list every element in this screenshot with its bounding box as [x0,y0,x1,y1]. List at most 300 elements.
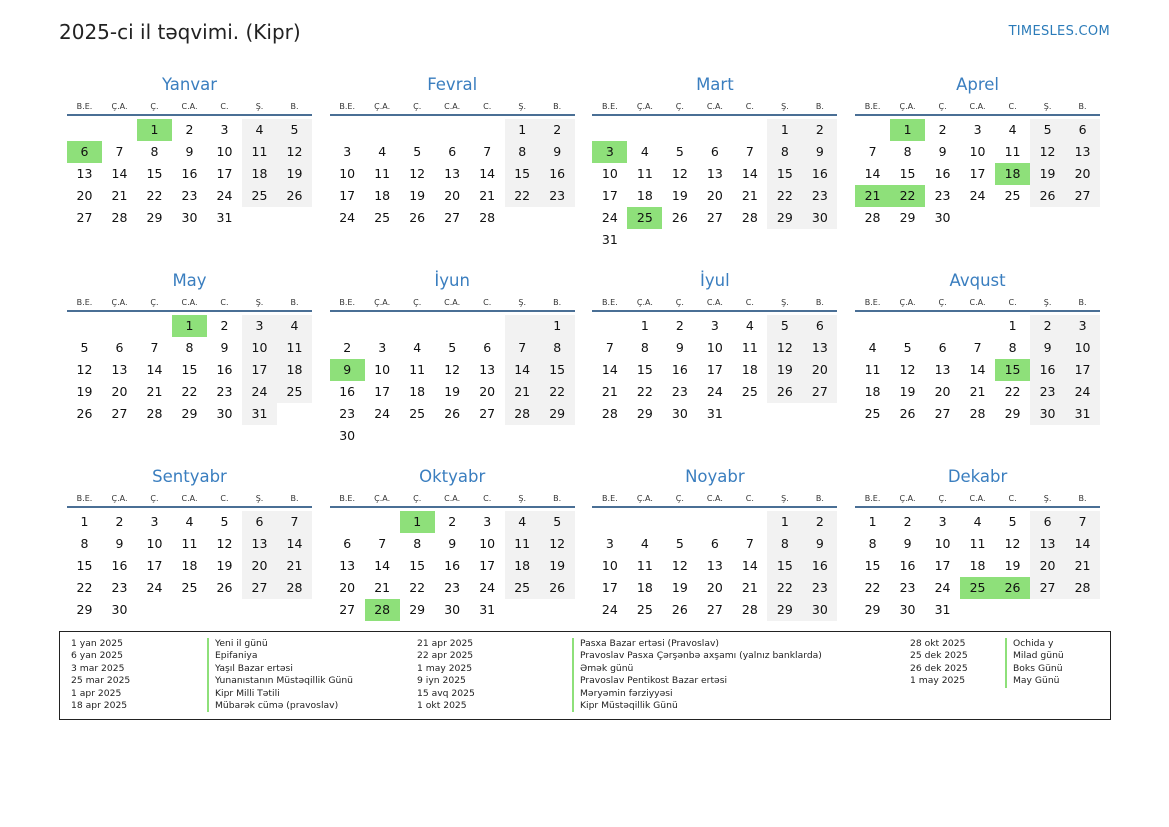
day-cell: 4 [745,318,754,333]
empty-day-cell [277,599,312,621]
day-cell: 15 [505,163,540,185]
day-cell: 13 [706,558,723,573]
day-cell: 22 [505,185,540,207]
day-cell: 16 [671,362,688,377]
day-cell: 26 [767,381,802,403]
day-cell: 8 [1008,340,1017,355]
day-cell: 14 [864,166,881,181]
day-cell: 26 [540,577,575,599]
weekday-label: Ç. [413,102,422,111]
holiday-day-cell: 21 [855,185,890,207]
empty-day-cell [697,511,732,533]
day-cell: 31 [479,602,496,617]
legend-holiday-name: Epifaniya [207,650,417,662]
legend-holiday-name: Pravoslav Pasxa Çərşənbə axşamı (yalnız banklarda) [572,650,910,662]
empty-day-cell [732,403,767,425]
day-cell: 19 [409,188,426,203]
empty-day-cell [435,315,470,337]
day-cell: 10 [216,144,233,159]
day-cell: 30 [444,602,461,617]
day-cell: 22 [409,580,426,595]
weekday-label: B. [1078,298,1087,307]
day-cell: 30 [934,210,951,225]
weekday-label: Ş. [255,494,264,503]
day-cell: 25 [242,185,277,207]
weekday-label: B. [553,298,562,307]
weekday-label: Ç.A. [636,298,653,307]
day-cell: 29 [864,602,881,617]
empty-day-cell [365,315,400,337]
month-0 [67,74,312,264]
weekday-label: Ç.A. [636,102,653,111]
day-cell: 29 [636,406,653,421]
weekday-label: B. [815,298,824,307]
day-cell: 14 [277,533,312,555]
day-cell: 9 [903,536,912,551]
day-cell: 1 [1008,318,1017,333]
weekday-label: C.A. [706,298,723,307]
day-cell: 10 [1065,337,1100,359]
day-cell: 13 [934,362,951,377]
weekday-header-row [67,96,312,116]
day-cell: 14 [505,359,540,381]
day-cell: 27 [706,602,723,617]
day-cell: 23 [671,384,688,399]
month-name: Aprel [956,75,1000,94]
day-cell: 5 [220,514,229,529]
day-cell: 23 [444,580,461,595]
weekday-label: Ç. [150,298,159,307]
day-cell: 13 [111,362,128,377]
day-cell: 7 [277,511,312,533]
day-cell: 6 [242,511,277,533]
legend-dates-column [71,638,207,719]
day-cell: 18 [242,163,277,185]
day-cell: 9 [115,536,124,551]
days-grid [592,508,837,621]
day-cell: 27 [1030,577,1065,599]
empty-day-cell [102,119,137,141]
day-cell: 18 [636,580,653,595]
day-cell: 15 [409,558,426,573]
holiday-legend [59,631,1111,720]
legend-holiday-date: 6 yan 2025 [71,650,123,662]
day-cell: 17 [339,188,356,203]
days-grid [855,116,1100,229]
month-name: Mart [696,75,734,94]
day-cell: 7 [115,144,124,159]
empty-day-cell [627,229,662,251]
legend-holiday-date: 21 apr 2025 [417,638,474,649]
legend-holiday-date: 1 may 2025 [910,675,966,687]
day-cell: 17 [374,384,391,399]
weekday-label: C.A. [969,298,986,307]
day-cell: 3 [973,122,982,137]
weekday-label: B.E. [76,298,93,307]
legend-holiday-name: Kipr Milli Tətili [207,688,417,700]
day-cell: 11 [741,340,758,355]
day-cell: 31 [601,232,618,247]
day-cell: 7 [868,144,877,159]
day-cell: 16 [444,558,461,573]
legend-holiday-date: 1 okt 2025 [417,699,467,711]
day-cell: 29 [1004,406,1021,421]
day-cell: 24 [969,188,986,203]
day-cell: 12 [444,362,461,377]
weekday-label: B.E. [602,494,618,503]
day-cell: 20 [1030,555,1065,577]
day-cell: 26 [899,406,916,421]
weekday-label: Ş. [1043,102,1052,111]
empty-day-cell [365,119,400,141]
day-cell: 14 [741,166,758,181]
day-cell: 3 [150,514,159,529]
day-cell: 8 [185,340,194,355]
day-cell: 20 [111,384,128,399]
empty-day-cell [330,315,365,337]
day-cell: 15 [899,166,916,181]
day-cell: 26 [277,185,312,207]
day-cell: 30 [181,210,198,225]
empty-day-cell [925,315,960,337]
legend-holiday-name: Ochida y [1005,638,1115,650]
day-cell: 2 [1030,315,1065,337]
day-cell: 27 [934,406,951,421]
weekday-label: B. [290,298,299,307]
empty-day-cell [1030,207,1065,229]
day-cell: 29 [76,602,93,617]
empty-day-cell [540,425,575,447]
legend-holiday-name: Əmək günü [572,663,910,675]
day-cell: 2 [802,119,837,141]
day-cell: 12 [1030,141,1065,163]
day-cell: 19 [899,384,916,399]
day-cell: 9 [448,536,457,551]
legend-holiday-date: 15 avq 2025 [417,687,475,699]
day-cell: 6 [938,340,947,355]
weekday-label: C. [745,102,754,111]
days-grid [330,116,575,229]
day-cell: 14 [969,362,986,377]
empty-day-cell [1030,599,1065,621]
weekday-label: B. [553,494,562,503]
day-cell: 12 [216,536,233,551]
empty-day-cell [592,119,627,141]
month-name: Noyabr [685,467,745,486]
day-cell: 23 [934,188,951,203]
weekday-label: Ş. [781,102,789,111]
day-cell: 4 [973,514,982,529]
empty-day-cell [435,425,470,447]
day-cell: 21 [146,384,163,399]
day-cell: 15 [181,362,198,377]
day-cell: 12 [277,141,312,163]
day-cell: 22 [146,188,163,203]
day-cell: 30 [1030,403,1065,425]
day-cell: 30 [802,207,837,229]
day-cell: 7 [973,340,982,355]
legend-holiday-date: 25 mar 2025 [71,675,131,687]
weekday-label: B. [815,102,824,111]
day-cell: 6 [710,144,719,159]
month-11 [855,466,1100,646]
day-cell: 21 [741,580,758,595]
day-cell: 7 [605,340,614,355]
weekday-label: B.E. [602,102,618,111]
day-cell: 7 [483,144,492,159]
day-cell: 21 [374,580,391,595]
weekday-label: Ç. [150,102,159,111]
weekday-label: Ç.A. [111,494,128,503]
day-cell: 14 [111,166,128,181]
empty-day-cell [470,425,505,447]
day-cell: 5 [1030,119,1065,141]
day-cell: 19 [216,558,233,573]
day-cell: 28 [864,210,881,225]
holiday-day-cell: 9 [330,359,365,381]
day-cell: 8 [150,144,159,159]
day-cell: 28 [741,210,758,225]
day-cell: 10 [969,144,986,159]
day-cell: 17 [479,558,496,573]
empty-day-cell [592,315,627,337]
day-cell: 2 [938,122,947,137]
day-cell: 6 [710,536,719,551]
day-cell: 10 [601,558,618,573]
day-cell: 8 [505,141,540,163]
day-cell: 9 [802,141,837,163]
day-cell: 24 [339,210,356,225]
empty-day-cell [505,599,540,621]
day-cell: 13 [1030,533,1065,555]
day-cell: 12 [1004,536,1021,551]
day-cell: 24 [601,210,618,225]
day-cell: 25 [374,210,391,225]
empty-day-cell [277,403,312,425]
month-name: Avqust [949,271,1006,290]
day-cell: 15 [767,555,802,577]
day-cell: 29 [767,207,802,229]
holiday-day-cell: 1 [400,511,435,533]
weekday-label: C.A. [181,494,198,503]
day-cell: 19 [76,384,93,399]
empty-day-cell [855,119,890,141]
weekday-label: Ç.A. [374,102,391,111]
day-cell: 30 [802,599,837,621]
day-cell: 3 [938,514,947,529]
weekday-label: Ş. [255,298,264,307]
empty-day-cell [732,229,767,251]
day-cell: 4 [378,144,387,159]
holiday-day-cell: 25 [960,577,995,599]
day-cell: 9 [220,340,229,355]
day-cell: 27 [479,406,496,421]
day-cell: 2 [185,122,194,137]
month-name: İyul [700,271,730,290]
holiday-day-cell: 15 [995,359,1030,381]
day-cell: 23 [216,384,233,399]
day-cell: 3 [1065,315,1100,337]
day-cell: 26 [409,210,426,225]
month-name: May [172,271,207,290]
weekday-label: C. [483,494,492,503]
legend-holiday-date: 25 dek 2025 [910,650,968,662]
weekday-label: C.A. [969,102,986,111]
weekday-label: Ç.A. [899,298,916,307]
day-cell: 13 [706,166,723,181]
day-cell: 8 [80,536,89,551]
weekday-label: Ç.A. [374,298,391,307]
day-cell: 5 [675,536,684,551]
day-cell: 25 [741,384,758,399]
legend-holiday-date: 3 mar 2025 [71,662,125,674]
day-cell: 21 [601,384,618,399]
day-cell: 26 [444,406,461,421]
legend-holiday-date: 1 may 2025 [417,662,473,674]
day-cell: 18 [969,558,986,573]
day-cell: 29 [767,599,802,621]
weekday-label: C. [483,102,492,111]
weekday-header-row [67,292,312,312]
empty-day-cell [995,207,1030,229]
day-cell: 5 [675,144,684,159]
day-cell: 19 [671,188,688,203]
day-cell: 11 [181,536,198,551]
weekday-header-row [855,96,1100,116]
day-cell: 18 [505,555,540,577]
weekday-label: C.A. [181,298,198,307]
empty-day-cell [802,229,837,251]
day-cell: 1 [640,318,649,333]
day-cell: 17 [934,558,951,573]
day-cell: 1 [868,514,877,529]
day-cell: 10 [934,536,951,551]
weekday-label: Ş. [1043,298,1052,307]
day-cell: 23 [1030,381,1065,403]
empty-day-cell [365,425,400,447]
day-cell: 16 [111,558,128,573]
day-cell: 11 [242,141,277,163]
day-cell: 20 [339,580,356,595]
day-cell: 18 [277,359,312,381]
day-cell: 26 [216,580,233,595]
holiday-day-cell: 28 [365,599,400,621]
day-cell: 4 [640,144,649,159]
day-cell: 23 [802,577,837,599]
days-grid [855,508,1100,621]
empty-day-cell [400,315,435,337]
weekday-label: Ç. [938,494,947,503]
day-cell: 2 [675,318,684,333]
legend-holiday-date: 22 apr 2025 [417,650,474,662]
day-cell: 8 [767,533,802,555]
weekday-label: B.E. [76,102,93,111]
legend-holiday-name: Pravoslav Pentikost Bazar ertəsi [572,675,910,687]
empty-day-cell [662,229,697,251]
empty-day-cell [470,315,505,337]
day-cell: 20 [76,188,93,203]
weekday-label: B.E. [339,102,355,111]
empty-day-cell [67,315,102,337]
day-cell: 24 [242,381,277,403]
weekday-header-row [592,488,837,508]
weekday-label: C.A. [969,494,986,503]
month-1 [330,74,575,264]
day-cell: 17 [1065,359,1100,381]
day-cell: 2 [448,514,457,529]
day-cell: 22 [181,384,198,399]
day-cell: 19 [277,163,312,185]
empty-day-cell [242,599,277,621]
day-cell: 21 [111,188,128,203]
empty-day-cell [137,315,172,337]
day-cell: 8 [413,536,422,551]
empty-day-cell [435,119,470,141]
day-cell: 11 [505,533,540,555]
day-cell: 28 [505,403,540,425]
day-cell: 28 [601,406,618,421]
day-cell: 27 [242,577,277,599]
site-link[interactable]: TIMESLES.COM [1008,24,1110,39]
legend-holiday-name: Milad günü [1005,650,1115,662]
empty-day-cell [242,207,277,229]
holiday-day-cell: 3 [592,141,627,163]
day-cell: 23 [540,185,575,207]
day-cell: 31 [934,602,951,617]
weekday-label: C. [745,298,754,307]
empty-day-cell [855,315,890,337]
holiday-day-cell: 25 [627,207,662,229]
empty-day-cell [732,119,767,141]
day-cell: 10 [601,166,618,181]
day-cell: 24 [601,602,618,617]
day-cell: 19 [540,555,575,577]
day-cell: 7 [150,340,159,355]
weekday-label: B. [1078,102,1087,111]
weekday-label: Ç. [675,298,684,307]
weekday-label: B.E. [864,102,881,111]
holiday-day-cell: 1 [172,315,207,337]
day-cell: 7 [745,536,754,551]
days-grid [592,116,837,251]
day-cell: 12 [540,533,575,555]
weekday-label: B.E. [76,494,93,503]
day-cell: 15 [540,359,575,381]
day-cell: 31 [242,403,277,425]
empty-day-cell [662,119,697,141]
holiday-day-cell: 22 [890,185,925,207]
empty-day-cell [960,207,995,229]
legend-holiday-name: Məryəmin fərziyyəsi [572,688,910,700]
day-cell: 5 [277,119,312,141]
day-cell: 23 [181,188,198,203]
empty-day-cell [505,425,540,447]
day-cell: 21 [1065,555,1100,577]
day-cell: 18 [636,188,653,203]
weekday-label: Ç. [938,102,947,111]
weekday-label: Ç.A. [899,494,916,503]
day-cell: 5 [448,340,457,355]
day-cell: 20 [479,384,496,399]
day-cell: 12 [76,362,93,377]
day-cell: 3 [378,340,387,355]
day-cell: 17 [601,580,618,595]
day-cell: 23 [111,580,128,595]
month-6 [592,270,837,460]
day-cell: 18 [864,384,881,399]
legend-dates-column [910,638,1005,719]
legend-holiday-date: 28 okt 2025 [910,638,966,649]
